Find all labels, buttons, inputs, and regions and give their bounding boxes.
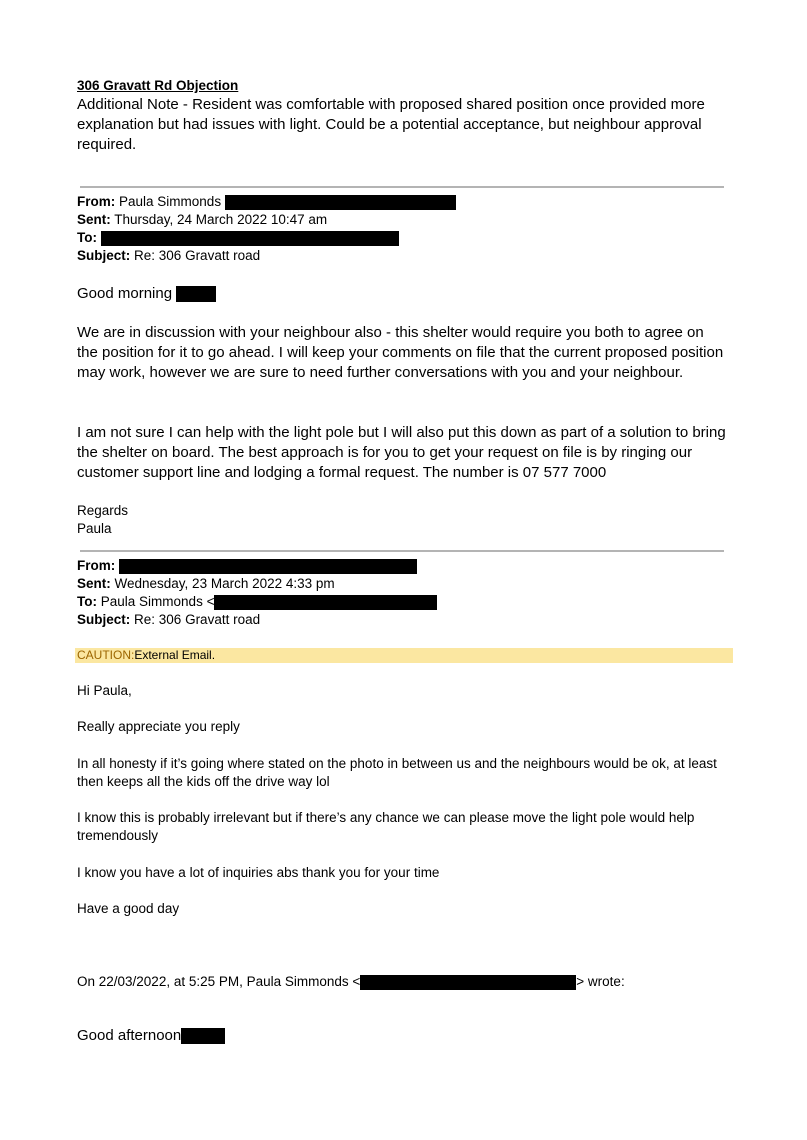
caution-label: CAUTION: [77,648,135,662]
email1-from-label: From: [77,194,116,209]
email1-signoff-name: Paula [77,521,112,536]
email1-to-row [77,229,399,247]
note-title: 306 Gravatt Rd Objection [77,78,239,93]
email2-line-1: Really appreciate you reply [77,719,240,734]
email2-to-label: To: [77,594,97,609]
email1-from-row [77,193,456,211]
email2-from-label: From: [77,558,116,573]
email2-sent-label: Sent: [77,576,111,591]
quote-greeting [77,1026,225,1046]
email2-line-3: Have a good day [77,901,180,916]
email1-paragraph-2: I am not sure I can help with the light pole but I will also put this down as part of a solution to bring the shelter on board. The best approach is for you to get your request on file is by ringing our customer support line and lodging a formal request. The number is 07 577 7000 [77,424,726,481]
email1-sent-label: Sent: [77,212,111,227]
email1-signoff-regards: Regards [77,503,129,518]
email2-line-2: I know you have a lot of inquiries abs thank you for your time [77,865,440,880]
email1-subject-label: Subject: [77,248,131,263]
email1-paragraph-1: We are in discussion with your neighbour also - this shelter would require you both to agree on the position for it to go ahead. I will keep your comments on file that the current proposed position may work, however we are sure to need further conversations with you and your neighbour. [77,324,724,381]
redacted-name [176,286,216,302]
email1-sent-row [77,211,327,229]
email1-sent-value: Thursday, 24 March 2022 10:47 am [114,212,328,227]
quote-greeting-text: Good afternoon [77,1027,182,1044]
divider [80,186,724,188]
caution-text: External Email. [134,648,216,662]
email2-greeting: Hi Paula, [77,683,132,698]
quote-attribution [77,973,625,991]
divider [80,550,724,552]
email2-subject-label: Subject: [77,612,131,627]
quote-suffix: > wrote: [576,974,625,989]
email1-greeting [77,284,216,304]
email1-subject-row [77,247,260,265]
email1-greeting-text: Good morning [77,285,173,302]
email1-from-value: Paula Simmonds [119,194,222,209]
redacted-email [225,195,456,210]
email2-subject-value: Re: 306 Gravatt road [134,612,261,627]
email2-subject-row [77,611,260,629]
email2-to-value: Paula Simmonds < [100,594,215,609]
redacted-recipient [101,231,399,246]
email2-to-row [77,593,437,611]
redacted-sender [119,559,417,574]
redacted-email [360,975,576,990]
redacted-name [181,1028,225,1044]
email1-subject-value: Re: 306 Gravatt road [134,248,261,263]
email2-paragraph-2: I know this is probably irrelevant but if there’s any chance we can please move the light pole would help tremendously [77,810,695,843]
note-text: Additional Note - Resident was comfortable with proposed shared position once provided more explanation but had issues with light. Could be a potential acceptance, but neighbour approval required. [77,96,705,153]
email2-sent-value: Wednesday, 23 March 2022 4:33 pm [114,576,335,591]
redacted-email [214,595,437,610]
email1-to-label: To: [77,230,97,245]
email2-from-row [77,557,417,575]
email2-paragraph-1: In all honesty if it’s going where stated on the photo in between us and the neighbours would be ok, at least then keeps all the kids off the drive way lol [77,756,717,789]
quote-prefix: On 22/03/2022, at 5:25 PM, Paula Simmonds < [77,974,361,989]
email2-sent-row [77,575,335,593]
caution-banner [75,648,733,663]
